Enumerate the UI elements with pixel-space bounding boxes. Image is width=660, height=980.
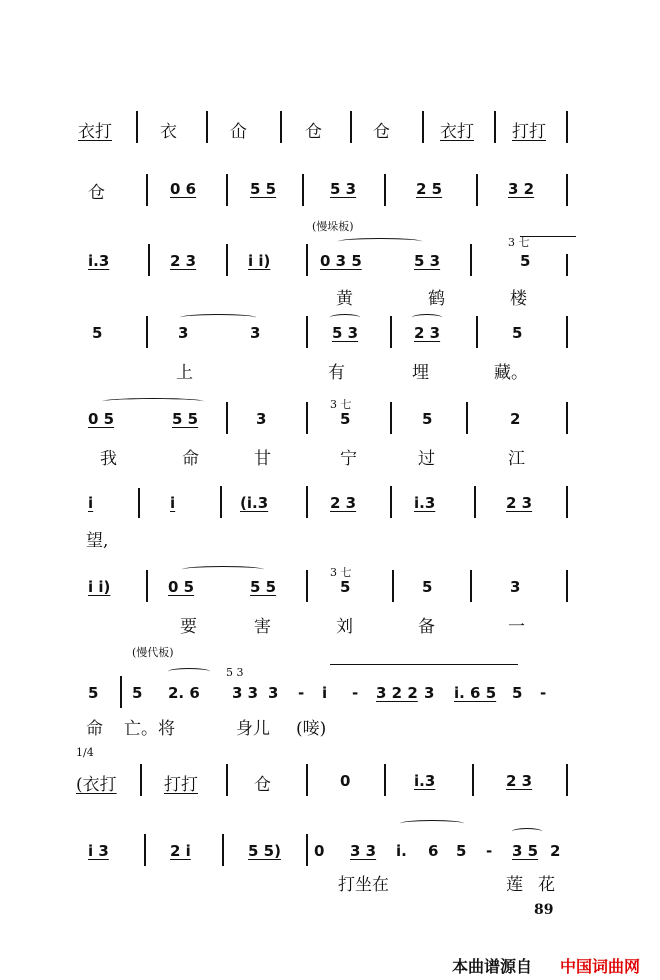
lyric: 甘 — [254, 449, 271, 469]
barline — [306, 316, 308, 348]
barline — [422, 111, 424, 143]
lyric: 亡。将 — [124, 719, 175, 739]
note: 2. 6 — [168, 684, 200, 702]
barline — [306, 764, 308, 796]
note: 5 — [512, 684, 523, 702]
slur — [102, 398, 204, 405]
barline — [146, 174, 148, 206]
percussion-2: 衣 — [160, 122, 177, 142]
note: 3 3 — [232, 684, 259, 702]
barline — [470, 244, 472, 276]
slur — [180, 314, 256, 321]
grace-note: 3 七 — [330, 398, 352, 411]
note: 3 — [256, 410, 267, 428]
percussion: 仓 — [254, 775, 271, 795]
percussion-6: 衣打 — [440, 122, 474, 142]
lyrics-row-4 — [0, 356, 660, 386]
lyric: 打坐在 — [338, 875, 389, 895]
barline — [566, 402, 568, 434]
note: 5 — [422, 410, 433, 428]
note: 2 5 — [416, 180, 443, 198]
barline — [280, 111, 282, 143]
slur — [412, 314, 442, 321]
slur — [338, 238, 422, 245]
note: 5 — [92, 324, 103, 342]
note: 3 — [268, 684, 279, 702]
barline — [566, 316, 568, 348]
note: 3 2 2 — [376, 684, 418, 702]
tempo-mark: (慢代板) — [132, 646, 174, 659]
note: 0 — [314, 842, 325, 860]
lyric: 要 — [180, 617, 197, 637]
note: 5 — [340, 410, 351, 428]
lyrics-row-3 — [0, 282, 660, 312]
slur — [512, 828, 542, 835]
lyric: (唼) — [296, 719, 327, 739]
note: 5 — [340, 578, 351, 596]
note: 5 5 — [250, 578, 277, 596]
note: i 3 — [88, 842, 109, 860]
note: i. 6 5 — [454, 684, 497, 702]
note: 2 3 — [170, 252, 197, 270]
note: i — [170, 494, 176, 512]
percussion-1: 衣打 — [78, 122, 112, 142]
slur — [330, 314, 360, 321]
lyric: 藏。 — [494, 363, 528, 383]
note: i. — [396, 842, 407, 860]
note: i i) — [248, 252, 271, 270]
system-row-9 — [0, 760, 660, 820]
note: 5 3 — [332, 324, 359, 342]
lyric: 身儿 — [236, 719, 270, 739]
barline — [384, 764, 386, 796]
barline — [220, 486, 222, 518]
note: 5 — [422, 578, 433, 596]
barline — [138, 488, 140, 518]
percussion-4: 仓 — [305, 122, 322, 142]
barline — [470, 570, 472, 602]
slur — [520, 236, 576, 243]
page-number: 89 — [534, 902, 554, 918]
note: i.3 — [414, 772, 436, 790]
slur — [182, 566, 264, 573]
barline — [566, 174, 568, 206]
note: 3 3 — [350, 842, 377, 860]
barline — [222, 834, 224, 866]
lyric: 过 — [418, 449, 435, 469]
barline — [476, 316, 478, 348]
lyric: 有 — [328, 363, 345, 383]
note: 5 5 — [172, 410, 199, 428]
note: 5 5 — [250, 180, 277, 198]
lyrics-row-6 — [0, 524, 660, 554]
barline — [306, 570, 308, 602]
note: 3 5 — [512, 842, 539, 860]
note: 5 — [88, 684, 99, 702]
barline — [302, 174, 304, 206]
barline — [306, 486, 308, 518]
barline — [226, 244, 228, 276]
lyric: 刘 — [336, 617, 353, 637]
lyric: 我 — [100, 449, 117, 469]
note: 0 6 — [170, 180, 197, 198]
barline — [566, 111, 568, 143]
note: 3 2 — [508, 180, 535, 198]
barline — [566, 570, 568, 602]
note: 3 — [178, 324, 189, 342]
note: 5 3 — [414, 252, 441, 270]
slur — [330, 664, 518, 671]
percussion-7: 打打 — [512, 122, 546, 142]
barline — [226, 174, 228, 206]
barline — [146, 316, 148, 348]
note: 3 — [424, 684, 435, 702]
barline — [476, 174, 478, 206]
lyric: 宁 — [340, 449, 357, 469]
barline — [306, 402, 308, 434]
barline — [390, 402, 392, 434]
lyric: 备 — [418, 617, 435, 637]
barline — [140, 764, 142, 796]
lyrics-row-7 — [0, 610, 660, 640]
barline — [144, 834, 146, 866]
dash: - — [486, 842, 493, 860]
percussion: 仓 — [88, 183, 105, 203]
note: 2 — [510, 410, 521, 428]
lyric: 害 — [254, 617, 271, 637]
barline — [306, 244, 308, 276]
barline — [466, 402, 468, 434]
lyric: 望, — [86, 531, 109, 551]
tempo-mark: (慢垛板) — [312, 220, 354, 233]
note: 2 3 — [414, 324, 441, 342]
barline — [206, 111, 208, 143]
system-row-1 — [0, 105, 660, 165]
barline — [390, 486, 392, 518]
note: i — [322, 684, 328, 702]
barline — [226, 764, 228, 796]
note: 0 — [340, 772, 351, 790]
slur — [168, 668, 210, 675]
lyric: 埋 — [412, 363, 429, 383]
note: 2 3 — [506, 772, 533, 790]
barline — [148, 244, 150, 276]
footer-site-name: 中国词曲网 — [560, 957, 641, 976]
percussion-3: 仚 — [230, 122, 247, 142]
note: i — [88, 494, 94, 512]
lyric: 命 — [86, 719, 103, 739]
section-mark: 1/4 — [76, 746, 94, 759]
grace-note: 3 七 — [330, 566, 352, 579]
percussion-5: 仓 — [373, 122, 390, 142]
barline — [472, 764, 474, 796]
lyric: 命 — [182, 449, 199, 469]
lyric: 一 — [508, 617, 525, 637]
note: 2 — [550, 842, 561, 860]
grace-note: 5 3 — [226, 666, 244, 679]
lyrics-row-10 — [0, 866, 660, 896]
note: 3 — [250, 324, 261, 342]
barline — [384, 174, 386, 206]
lyric: 江 — [508, 449, 525, 469]
note: 5 — [520, 252, 531, 270]
percussion: (衣打 — [76, 775, 117, 795]
note: 0 5 — [88, 410, 115, 428]
barline — [306, 834, 308, 866]
barline — [566, 254, 568, 276]
barline — [146, 570, 148, 602]
barline — [390, 316, 392, 348]
note: 6 — [428, 842, 439, 860]
note: 5 5) — [248, 842, 281, 860]
note: i.3 — [414, 494, 436, 512]
lyric: 上 — [176, 363, 193, 383]
dash: - — [540, 684, 547, 702]
lyric: 花 — [538, 875, 555, 895]
barline — [120, 676, 122, 708]
dash: - — [352, 684, 359, 702]
grace-note: 3 七 — [508, 236, 530, 249]
barline — [494, 111, 496, 143]
percussion: 打打 — [164, 775, 198, 795]
note: 5 — [512, 324, 523, 342]
note: (i.3 — [240, 494, 269, 512]
note: 3 — [510, 578, 521, 596]
note: 0 3 5 — [320, 252, 362, 270]
slur — [400, 820, 464, 827]
note: i.3 — [88, 252, 110, 270]
lyric: 鹤 — [428, 289, 445, 309]
dash: - — [298, 684, 305, 702]
lyric: 莲 — [506, 875, 523, 895]
barline — [350, 111, 352, 143]
lyrics-row-5 — [0, 442, 660, 472]
barline — [566, 486, 568, 518]
note: 2 i — [170, 842, 191, 860]
barline — [566, 764, 568, 796]
barline — [226, 402, 228, 434]
note: 2 3 — [506, 494, 533, 512]
lyric: 楼 — [510, 289, 527, 309]
barline — [392, 570, 394, 602]
note: i i) — [88, 578, 111, 596]
note: 5 — [132, 684, 143, 702]
lyric: 黄 — [336, 289, 353, 309]
note: 5 — [456, 842, 467, 860]
note: 0 5 — [168, 578, 195, 596]
lyrics-row-8 — [0, 712, 660, 742]
note: 5 3 — [330, 180, 357, 198]
barline — [136, 111, 138, 143]
note: 2 3 — [330, 494, 357, 512]
footer-source-label: 本曲谱源自 — [452, 957, 533, 976]
barline — [474, 486, 476, 518]
